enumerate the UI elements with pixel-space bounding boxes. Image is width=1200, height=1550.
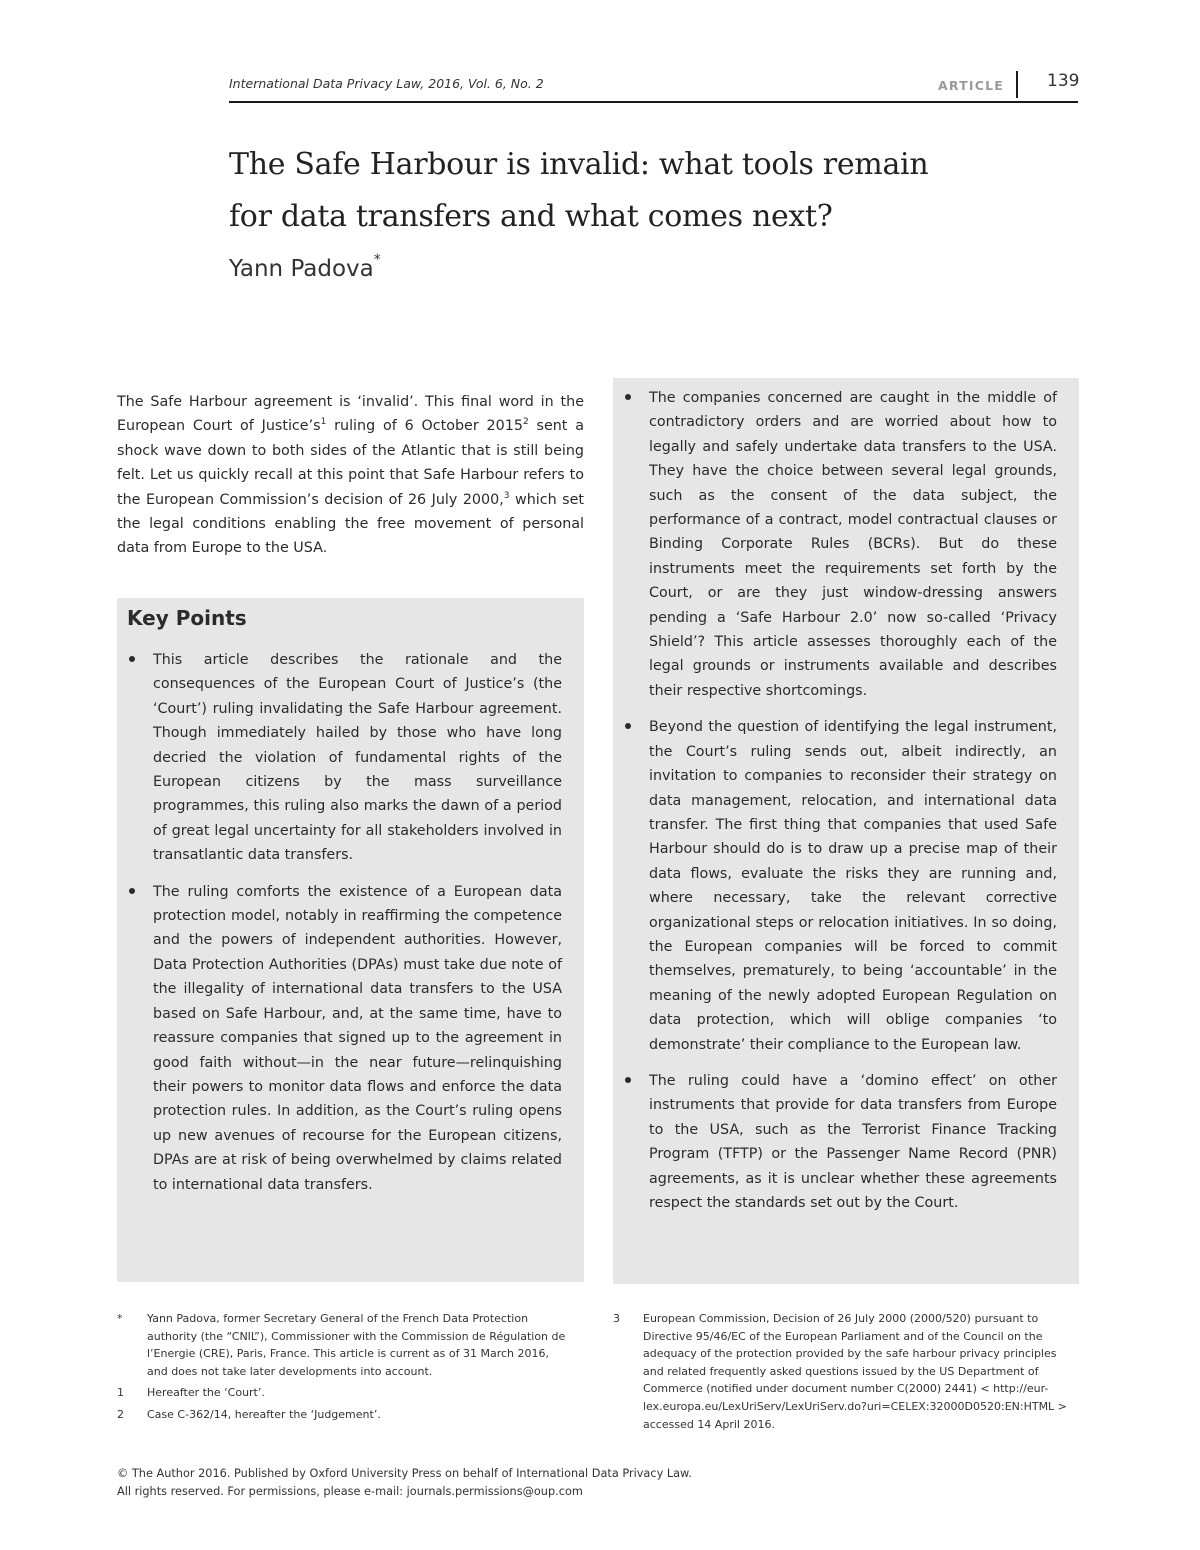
key-point-item: [613, 386, 1079, 703]
author-footnote-mark: *: [373, 252, 381, 268]
bullet-icon: [129, 656, 135, 662]
key-point-text: Beyond the question of identifying the legal instrument, the Court’s ruling sends out, albeit indirectly, an invitation to companies to reconsider their strategy on data management, relocation, and international data transfer. The first thing that companies that used Safe Harbour should do is to draw up a precise map of their data flows, evaluate the risks they are running and, where necessary, take the relevant corrective organizational steps or relocation initiatives. In so doing, the European companies will be forced to commit themselves, prematurely, to being ‘accountable’ in the meaning of the newly adopted European Regulation on data protection, which will oblige companies ‘to demonstrate’ their compliance to the European law.: [649, 719, 1057, 1053]
intro-paragraph: [117, 390, 584, 561]
footnote: [117, 1384, 572, 1402]
bullet-icon: [625, 1077, 631, 1083]
footnote: [613, 1310, 1079, 1433]
bullet-icon: [129, 888, 135, 894]
intro-text-3: sent a shock wave down to both sides of the Atlantic that is still being felt. Let us quickly recall at this point that Safe Harbour refers to the European Commission’s decision of 26 July 2000,: [117, 418, 584, 508]
key-points-list-left: [117, 648, 584, 1209]
footnotes-right: [613, 1310, 1079, 1437]
key-point-text: The ruling comforts the existence of a European data protection model, notably in reaffirming the competence and the powers of independent authorities. However, Data Protection Authorities (DPAs) must take due note of the illegality of international data transfers to the USA based on Safe Harbour, and, at the same time, have to reassure companies that signed up to the agreement in good faith without—in the near future—relinquishing their powers to monitor data flows and enforce the data protection rules. In addition, as the Court’s ruling opens up new avenues of recourse for the European citizens, DPAs are at risk of being overwhelmed by claims related to international data transfers.: [153, 883, 562, 1193]
footnote-mark: *: [117, 1312, 123, 1325]
article-title: [229, 139, 1079, 243]
footnotes-left: [117, 1310, 572, 1428]
key-points-box: [117, 598, 584, 1282]
running-header: [229, 71, 1078, 103]
bullet-icon: [625, 723, 631, 729]
footnote-ref-2: 2: [522, 417, 529, 428]
footnote-mark: 2: [117, 1407, 124, 1421]
footnote-text: Case C-362/14, hereafter the ‘Judgement’.: [147, 1407, 381, 1421]
copyright-notice: [117, 1465, 1017, 1501]
title-line-1: The Safe Harbour is invalid: what tools remain: [229, 147, 929, 182]
title-line-2: for data transfers and what comes next?: [229, 199, 833, 234]
copyright-line-2: All rights reserved. For permissions, please e-mail: journals.permissions@oup.com: [117, 1485, 583, 1498]
copyright-line-1: © The Author 2016. Published by Oxford University Press on behalf of International Data Privacy Law.: [117, 1467, 692, 1480]
footnote-ref-1: 1: [320, 417, 327, 428]
intro-text-2: ruling of 6 October 2015: [326, 418, 523, 435]
intro-text-4: which set the legal conditions enabling the free movement of personal data from Europe to the USA.: [117, 491, 584, 557]
key-point-text: The companies concerned are caught in the middle of contradictory orders and are worried about how to legally and safely undertake data transfers to the USA. They have the choice between several legal grounds, such as the consent of the data subject, the performance of a contract, model contractual clauses or Binding Corporate Rules (BCRs). But do these instruments meet the requirements set forth by the Court, or are they just window-dressing answers pending a ‘Safe Harbour 2.0’ now so-called ‘Privacy Shield’? This article assesses thoroughly each of the legal grounds or instruments available and describes their respective shortcomings.: [649, 390, 1057, 699]
footnote-text: Yann Padova, former Secretary General of the French Data Protection authority (the “CNIL”), Commissioner with the Commission de Régulation de l’Energie (CRE), Paris, France. This article is current as of 31 March 2016, and does not take later developments into account.: [147, 1312, 566, 1378]
footnote-ref-3: 3: [503, 490, 510, 501]
author-name: [229, 252, 381, 282]
intro-text-1: The Safe Harbour agreement is ‘invalid’. This final word in the European Court of Justice’s: [117, 394, 584, 435]
article-label-box: [913, 71, 1018, 98]
key-point-item: [117, 880, 584, 1197]
key-point-item: [117, 648, 584, 868]
footnote-mark: 3: [613, 1312, 620, 1325]
author-name-text: Yann Padova: [229, 256, 374, 282]
journal-citation: International Data Privacy Law, 2016, Vol. 6, No. 2: [229, 76, 544, 91]
key-point-text: This article describes the rationale and the consequences of the European Court of Justice’s (the ‘Court’) ruling invalidating the Safe Harbour agreement. Though immediately hailed by those who have long decried the violation of fundamental rights of the European citizens by the mass surveillance programmes, this ruling also marks the dawn of a period of great legal uncertainty for all stakeholders involved in transatlantic data transfers.: [153, 652, 562, 864]
page-number: 139: [1047, 71, 1080, 91]
key-points-box-continued: [613, 378, 1079, 1284]
key-points-heading: Key Points: [127, 606, 247, 630]
article-label: ARTICLE: [938, 78, 1004, 93]
bullet-icon: [625, 394, 631, 400]
key-point-item: [613, 1069, 1079, 1215]
key-points-list-right: [613, 386, 1079, 1227]
footnote: [117, 1406, 572, 1424]
footnote: [117, 1310, 572, 1380]
footnote-text: Hereafter the ‘Court’.: [147, 1386, 265, 1400]
key-point-item: [613, 715, 1079, 1057]
footnote-text: European Commission, Decision of 26 July 2000 (2000/520) pursuant to Directive 95/46/EC of the European Parliament and of the Council on the adequacy of the protection provided by the safe harbour privacy principles and related frequently asked questions issued by the US Department of Commerce (notified under document number C(2000) 2441) < http://eur-lex.europa.eu/LexUriServ/LexUriServ.do?uri=CELEX:32000D0520:EN:HTML > accessed 14 April 2016.: [643, 1312, 1067, 1431]
key-point-text: The ruling could have a ‘domino effect’ on other instruments that provide for data transfers from Europe to the USA, such as the Terrorist Finance Tracking Program (TFTP) or the Passenger Name Record (PNR) agreements, as it is unclear whether these agreements respect the standards set out by the Court.: [649, 1072, 1057, 1211]
footnote-mark: 1: [117, 1386, 124, 1400]
